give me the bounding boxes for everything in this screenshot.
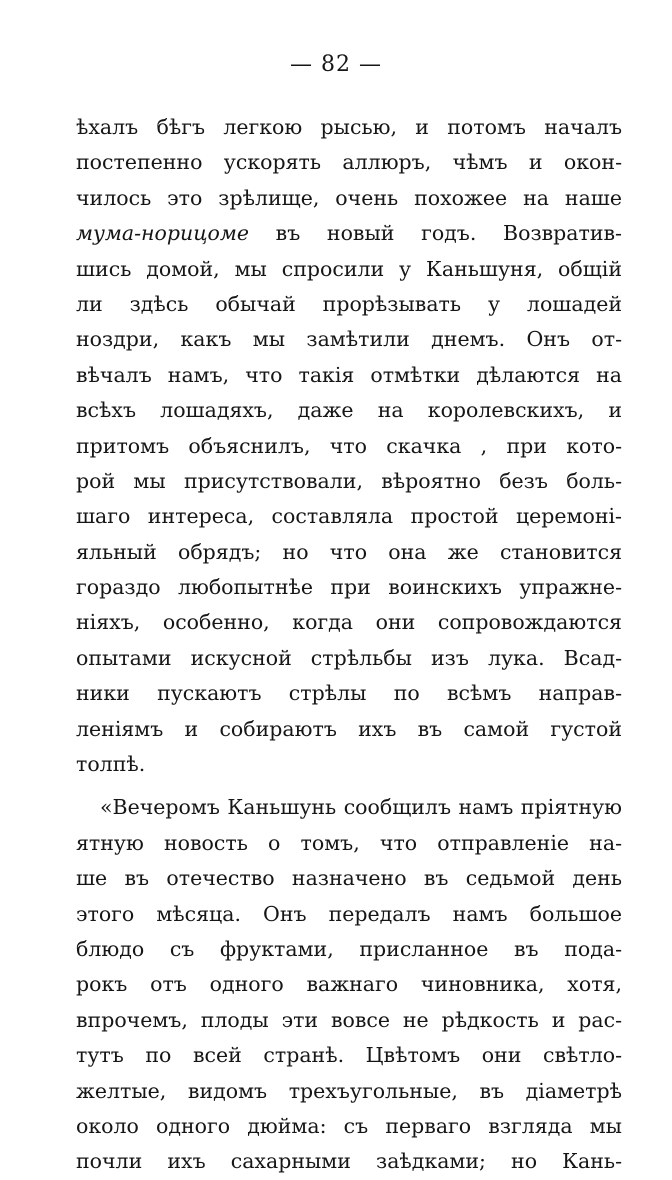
- text-line: шаго интереса, составляла простой церемоні-: [76, 504, 622, 529]
- text-line: впрочемъ, плоды эти вовсе не рѣдкость и рас-: [76, 1007, 622, 1032]
- text-line: чилось это зрѣлище, очень похожее на наше: [76, 185, 622, 210]
- text-line: яльный обрядъ; но что она же становится: [76, 539, 622, 564]
- text-line: постепенно ускорять аллюръ, чѣмъ и окон-: [76, 150, 622, 175]
- text-line: ятную новость о томъ, что отправленіе на-: [76, 830, 622, 855]
- text-line: «Вечеромъ Каньшунь сообщилъ намъ пріятную: [100, 795, 622, 820]
- text-line: ѣхалъ бѣгъ легкою рысью, и потомъ началъ: [76, 115, 622, 139]
- text-line: этого мѣсяца. Онъ передалъ намъ большое: [76, 901, 622, 926]
- text-line: ли здѣсь обычай прорѣзывать у лошадей: [76, 291, 622, 316]
- text-line: [76, 216, 622, 251]
- text-line: притомъ объяснилъ, что скачка , при кото-: [76, 433, 622, 458]
- text-line: вѣчалъ намъ, что такія отмѣтки дѣлаются на: [76, 362, 622, 387]
- text-line: рокъ отъ одного важнаго чиновника, хотя,: [76, 972, 622, 997]
- paragraph-2: [76, 790, 622, 1179]
- text-line: рой мы присутствовали, вѣроятно безъ боль-: [76, 468, 622, 493]
- text-line: леніямъ и собираютъ ихъ въ самой густой: [76, 716, 622, 741]
- text-line: ноздри, какъ мы замѣтили днемъ. Онъ от-: [76, 327, 622, 352]
- text-line: почли ихъ сахарными заѣдками; но Кань-: [76, 1149, 622, 1174]
- text-line: гораздо любопытнѣе при воинскихъ упражне-: [76, 575, 622, 600]
- paragraph-1: [76, 110, 622, 782]
- page-text: [76, 110, 622, 1180]
- text-line: ше въ отечество назначено въ седьмой день: [76, 866, 622, 891]
- text-line: около одного дюйма: съ перваго взгляда мы: [76, 1113, 622, 1138]
- text-line: толпѣ.: [76, 752, 146, 777]
- page-number: — 82 —: [290, 52, 382, 77]
- text-line: опытами искусной стрѣльбы изъ лука. Всад-: [76, 645, 622, 670]
- text-line: желтые, видомъ трехъугольные, въ діаметрѣ: [76, 1078, 622, 1103]
- text-line: ники пускаютъ стрѣлы по всѣмъ направ-: [76, 681, 622, 706]
- text-line: тутъ по всей странѣ. Цвѣтомъ они свѣтло-: [76, 1043, 622, 1068]
- text-line: шись домой, мы спросили у Каньшуня, общій: [76, 256, 622, 281]
- text-line: ніяхъ, особенно, когда они сопровождаются: [76, 610, 622, 635]
- text-line: блюдо съ фруктами, присланное въ пода-: [76, 936, 622, 961]
- text-line: всѣхъ лошадяхъ, даже на королевскихъ, и: [76, 398, 622, 423]
- italic-term: мума-норицоме: [76, 221, 249, 246]
- paragraph-gap: [76, 782, 622, 790]
- text-line-rest: въ новый годъ. Возвратив-: [275, 221, 622, 246]
